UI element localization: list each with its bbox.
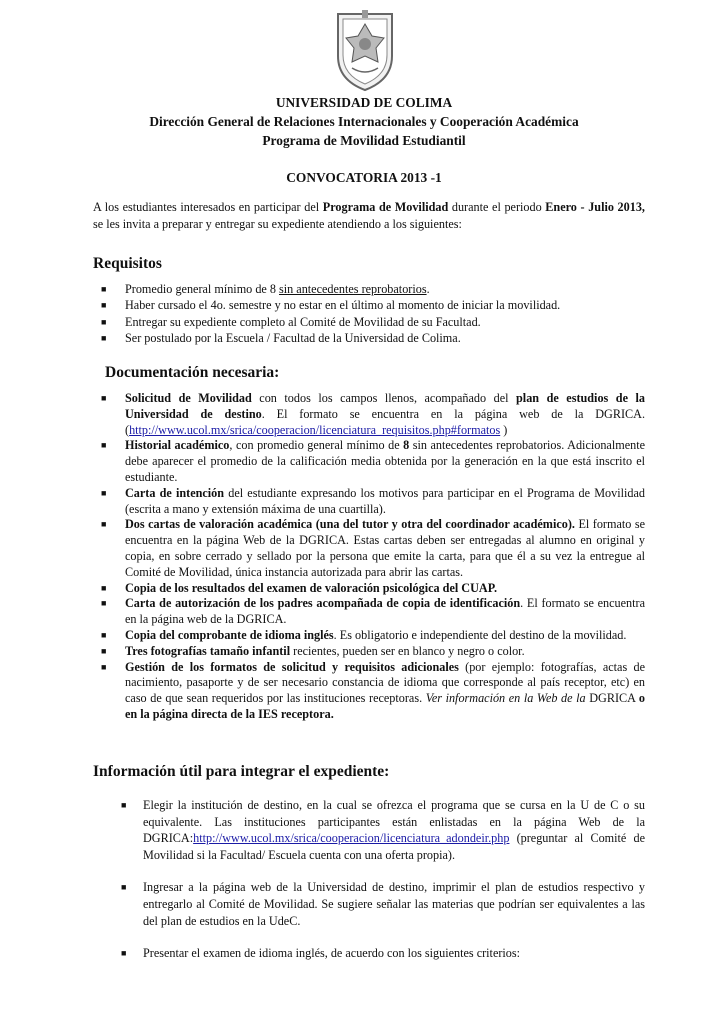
item-text: recientes, pueden ser en blanco y negro o color. bbox=[290, 643, 525, 658]
call-title: CONVOCATORIA 2013 -1 bbox=[286, 170, 442, 185]
square-bullet-icon: ■ bbox=[121, 800, 127, 810]
square-bullet-icon: ■ bbox=[101, 582, 107, 593]
item-bold: Tres fotografías tamaño infantil bbox=[125, 643, 291, 658]
square-bullet-icon: ■ bbox=[101, 333, 107, 344]
square-bullet-icon: ■ bbox=[101, 393, 107, 403]
informacion-heading: Información útil para integrar el expediente: bbox=[93, 763, 390, 780]
item-bold: Copia del comprobante de idioma inglés bbox=[125, 627, 334, 642]
list-item bbox=[93, 330, 653, 346]
item-bold: Carta de intención bbox=[125, 485, 225, 500]
university-seal-icon bbox=[332, 8, 398, 92]
list-item bbox=[93, 486, 645, 518]
list-item bbox=[93, 879, 645, 929]
item-text: (por ejemplo: fotografías, actas de nacimiento, pasaporte y de ser necesario constancia de idioma que corresponde al país receptor, etc) en caso de que sean requeridos por las instituciones receptoras. bbox=[125, 659, 645, 706]
item-bold: Carta de autorización de los padres acompañada de copia de identificación bbox=[125, 596, 521, 611]
item-text: Haber cursado el 4o. semestre y no estar en el último al momento de iniciar la movilidad. bbox=[125, 298, 561, 313]
list-item bbox=[93, 438, 645, 485]
item-text: Ingresar a la página web de la Universidad de destino, imprimir el plan de estudios respectivo y entregarlo al Comité de Movilidad. Se sugiere señalar las materias que podrían ser equivalentes a las del plan de estudios en la UdeC. bbox=[143, 880, 645, 928]
item-text: ) bbox=[500, 422, 508, 437]
item-text: Promedio general mínimo de 8 bbox=[125, 282, 280, 296]
square-bullet-icon: ■ bbox=[101, 519, 107, 530]
list-item bbox=[93, 596, 645, 628]
square-bullet-icon: ■ bbox=[101, 629, 107, 640]
square-bullet-icon: ■ bbox=[101, 284, 107, 294]
list-item bbox=[93, 797, 645, 863]
item-text: (preguntar al Comité de Movilidad si la Facultad/ Escuela cuenta con una oferta propia). bbox=[143, 831, 645, 862]
square-bullet-icon: ■ bbox=[121, 948, 127, 959]
square-bullet-icon: ■ bbox=[101, 487, 107, 498]
adondeir-link[interactable]: http://www.ucol.mx/srica/cooperacion/licenciatura_adondeir.php bbox=[193, 831, 510, 846]
item-text: Ser postulado por la Escuela / Facultad de la Universidad de Colima. bbox=[125, 331, 461, 346]
list-item bbox=[93, 628, 645, 644]
square-bullet-icon: ■ bbox=[121, 882, 127, 893]
item-bold: Gestión de los formatos de solicitud y requisitos adicionales bbox=[125, 659, 459, 674]
list-item bbox=[93, 517, 645, 580]
square-bullet-icon: ■ bbox=[101, 598, 107, 609]
item-text: El formato se encuentra en la página Web de la DGRICA. Estas cartas deben ser entregadas al alumno en original y copia, en sobre cerrado y sellado por la persona que emite la carta, para que él a su vez la entregue al Comité de Movilidad, única instancia autorizada para abrir las cartas. bbox=[125, 517, 645, 579]
item-bold: 8 bbox=[403, 438, 410, 453]
intro-period: Enero - Julio 2013, bbox=[545, 200, 645, 214]
requisitos-link[interactable]: http://www.ucol.mx/srica/cooperacion/licenciatura_requisitos.php#formatos bbox=[129, 422, 501, 437]
item-text: Elegir la institución de destino, en la cual se ofrezca el programa que se cursa en la U de C o su equivalente. Las instituciones participantes están enlistadas en la página Web de la DGRICA: bbox=[143, 798, 645, 846]
intro-text: durante el periodo bbox=[448, 200, 546, 214]
item-text: del estudiante expresando los motivos para participar en el Programa de Movilidad (escrita a mano y extensión máxima de una cuartilla). bbox=[125, 485, 645, 516]
square-bullet-icon: ■ bbox=[101, 440, 107, 451]
square-bullet-icon: ■ bbox=[101, 316, 107, 327]
square-bullet-icon: ■ bbox=[101, 300, 107, 311]
university-title: UNIVERSIDAD DE COLIMA bbox=[275, 95, 453, 110]
item-text: DGRICA bbox=[585, 691, 639, 706]
item-bold: Historial académico bbox=[125, 438, 230, 453]
list-item bbox=[93, 945, 645, 962]
list-item bbox=[93, 297, 653, 313]
documentacion-heading: Documentación necesaria: bbox=[105, 364, 280, 381]
item-text: sin antecedentes reprobatorios. Adicionalmente debe aparecer el promedio de la calificación media obtenida por la generación en la que está inscrito el estudiante. bbox=[125, 438, 645, 484]
list-item bbox=[93, 281, 653, 297]
requisitos-heading: Requisitos bbox=[93, 255, 162, 272]
item-text: Entregar su expediente completo al Comité de Movilidad de su Facultad. bbox=[125, 314, 481, 329]
list-item bbox=[93, 660, 645, 723]
item-bold: Dos cartas de valoración académica (una del tutor y otra del coordinador académico). bbox=[125, 517, 575, 532]
intro-program: Programa de Movilidad bbox=[322, 200, 449, 214]
list-item bbox=[93, 391, 645, 438]
item-text: . El formato se encuentra en la página web de la DGRICA. ( bbox=[125, 406, 645, 437]
list-item bbox=[93, 314, 653, 330]
list-item bbox=[93, 644, 645, 660]
direction-title: Dirección General de Relaciones Internacionales y Cooperación Académica bbox=[149, 114, 579, 129]
requisitos-list bbox=[93, 281, 653, 347]
item-bold: o en la página directa de la IES receptora. bbox=[125, 691, 645, 721]
item-bold: plan de estudios de la Universidad de destino bbox=[125, 391, 645, 421]
square-bullet-icon: ■ bbox=[101, 661, 107, 672]
item-text: . Es obligatorio e independiente del destino de la movilidad. bbox=[333, 627, 627, 642]
item-text: . El formato se encuentra en la página web de la DGRICA. bbox=[125, 596, 645, 627]
item-italic: Ver información en la Web de la bbox=[425, 691, 586, 706]
program-title: Programa de Movilidad Estudiantil bbox=[262, 133, 466, 148]
intro-text: A los estudiantes interesados en participar del bbox=[93, 200, 323, 214]
list-item bbox=[93, 581, 645, 597]
item-bold: Solicitud de Movilidad bbox=[125, 391, 252, 405]
item-text: . bbox=[426, 282, 430, 296]
item-text: Presentar el examen de idioma inglés, de acuerdo con los siguientes criterios: bbox=[143, 946, 521, 961]
intro-text: se les invita a preparar y entregar su expediente atendiendo a los siguientes: bbox=[93, 217, 462, 231]
intro-paragraph bbox=[93, 199, 645, 233]
item-underline: sin antecedentes reprobatorios bbox=[279, 282, 427, 296]
documentacion-list bbox=[93, 391, 645, 723]
item-text: con todos los campos llenos, acompañado del bbox=[251, 391, 517, 405]
item-bold: Copia de los resultados del examen de valoración psicológica del CUAP. bbox=[125, 580, 498, 595]
informacion-list bbox=[93, 797, 645, 962]
item-text: , con promedio general mínimo de bbox=[229, 438, 404, 453]
square-bullet-icon: ■ bbox=[101, 645, 107, 656]
